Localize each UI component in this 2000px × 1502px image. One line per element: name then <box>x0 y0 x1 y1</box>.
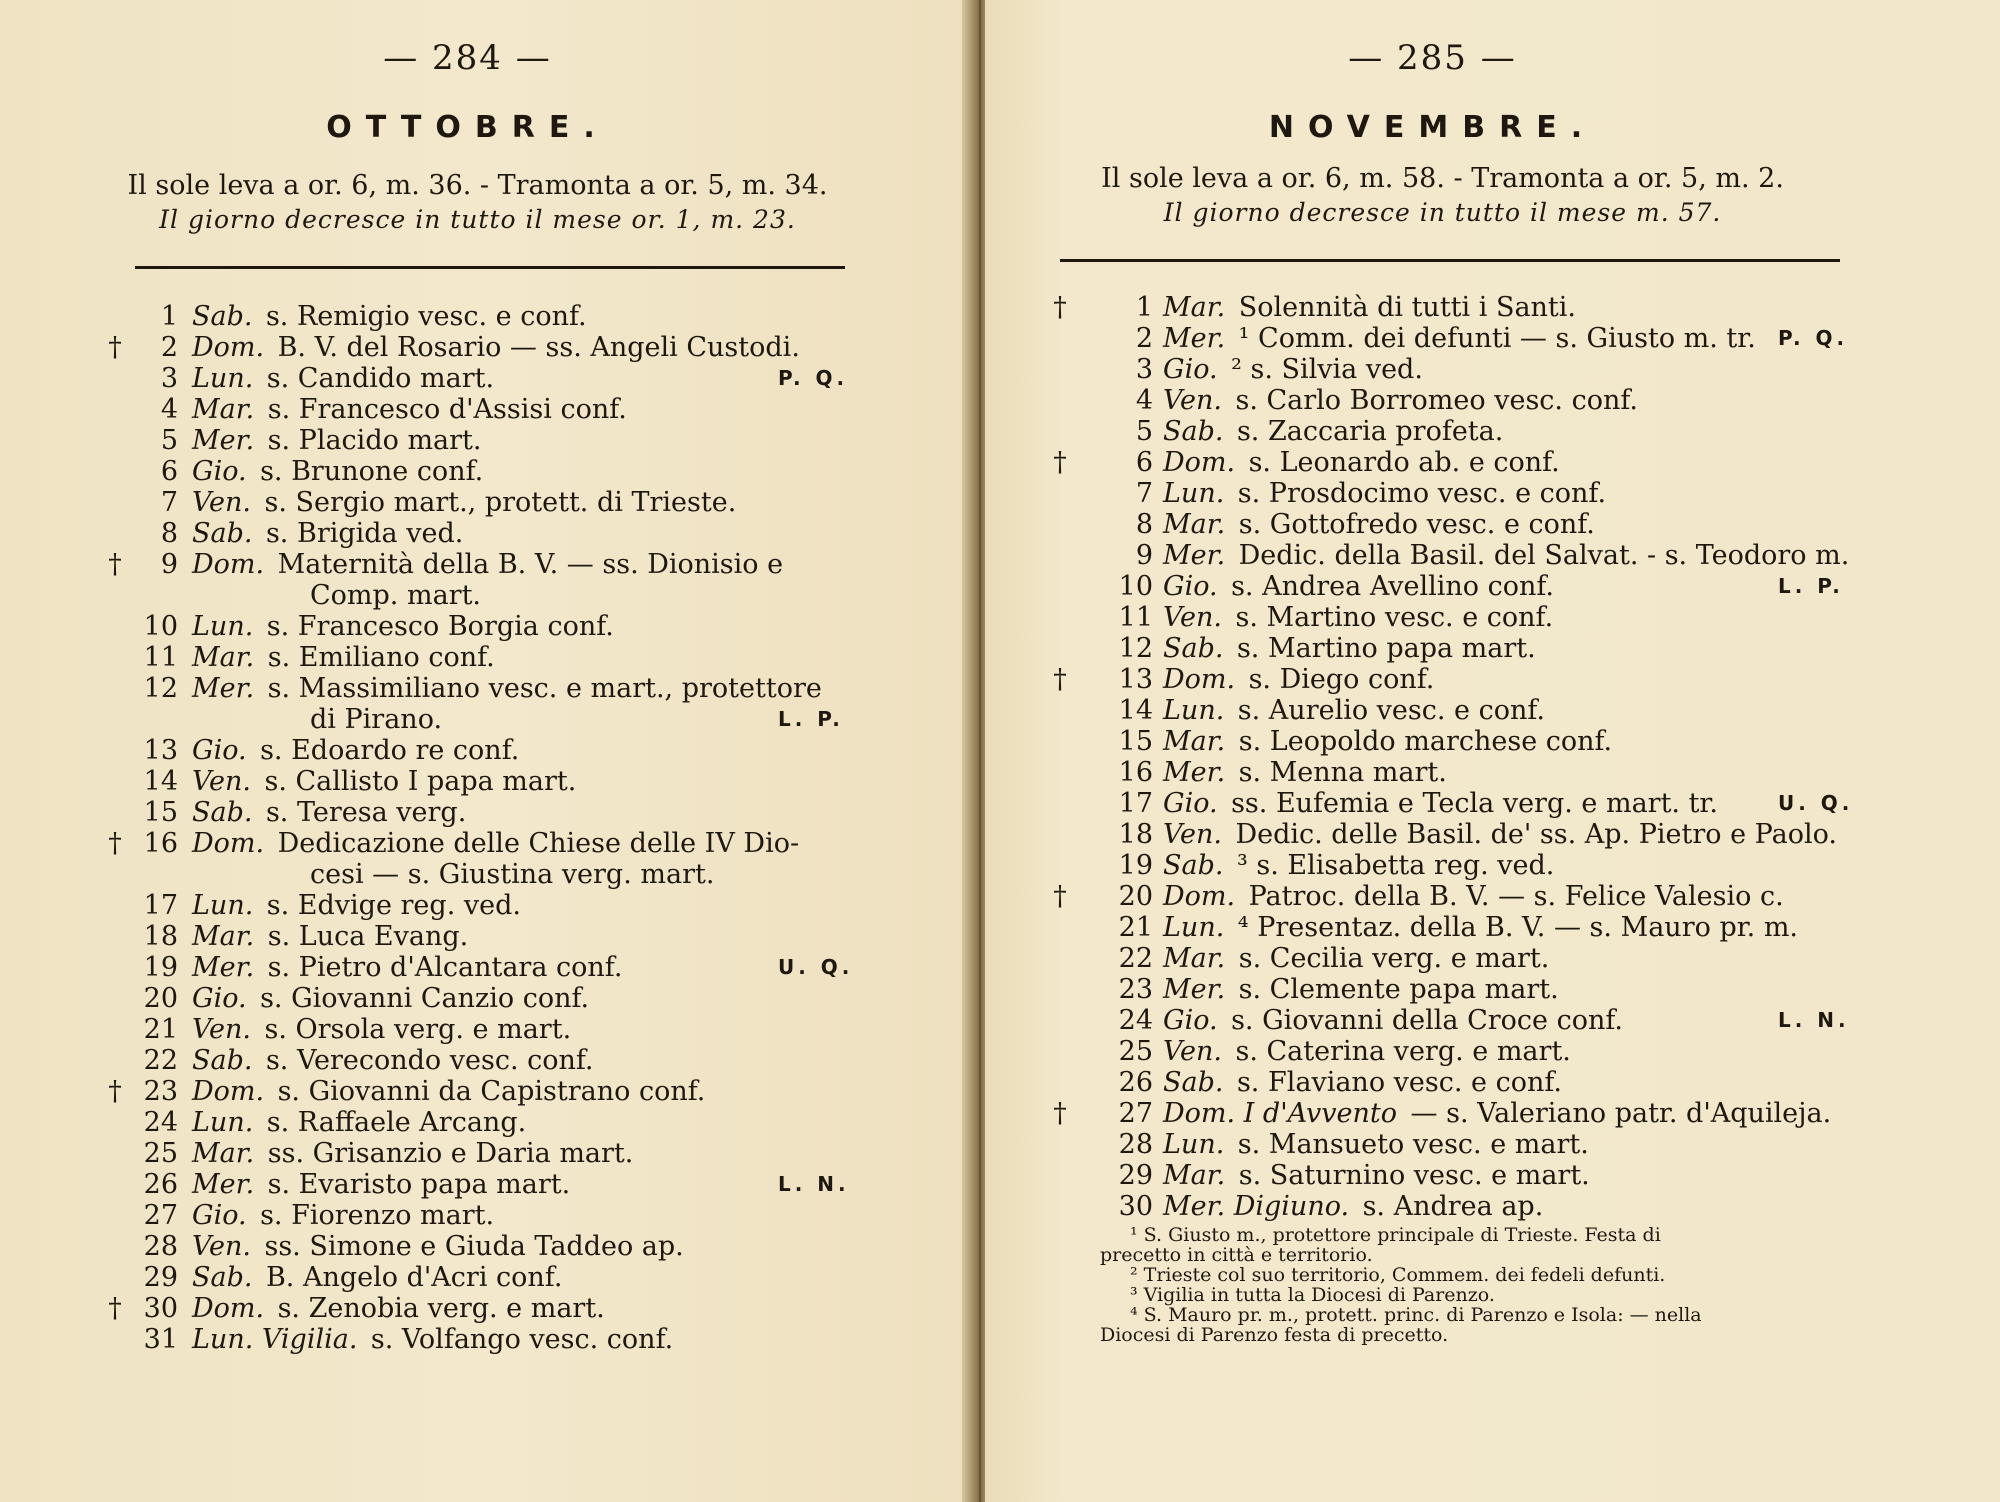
saint-text: s. Placido mart. <box>267 425 482 456</box>
moon-phase: L. N. <box>1778 1008 1850 1032</box>
footnote-line: precetto in città e territorio. <box>1100 1244 1373 1266</box>
feast-cross-icon: † <box>108 332 122 363</box>
weekday-label: Gio. <box>1163 1005 1218 1036</box>
calendar-entry <box>100 983 860 1014</box>
weekday-label: Dom. <box>192 549 265 580</box>
saint-text: s. Verecondo vesc. conf. <box>265 1045 594 1076</box>
saint-text: s. Brigida ved. <box>265 518 464 549</box>
weekday-label: Ven. <box>192 1014 251 1045</box>
calendar-entry <box>100 1200 860 1231</box>
weekday-label: Lun. <box>1163 1129 1225 1160</box>
day-number: 13 <box>143 735 178 766</box>
calendar-entry <box>100 797 860 828</box>
calendar-entry <box>1045 1005 1865 1036</box>
calendar-entry <box>100 394 860 425</box>
day-number: 15 <box>1118 726 1153 757</box>
saint-text: s. Remigio vesc. e conf. <box>265 301 587 332</box>
weekday-label: Mar. <box>192 1138 255 1169</box>
month-title: NOVEMBRE. <box>1268 110 1597 145</box>
day-number: 2 <box>1135 323 1153 354</box>
saint-text: Solennità di tutti i Santi. <box>1238 292 1577 323</box>
calendar-entry <box>1045 943 1865 974</box>
saint-text: Maternità della B. V. — ss. Dionisio e <box>277 549 784 580</box>
saint-text: s. Andrea ap. <box>1362 1191 1544 1222</box>
day-number: 19 <box>143 952 178 983</box>
day-number: 16 <box>1118 757 1153 788</box>
weekday-label: Dom. <box>192 1076 265 1107</box>
weekday-label: Lun. <box>192 611 254 642</box>
day-number: 23 <box>1118 974 1153 1005</box>
calendar-entry <box>1045 974 1865 1005</box>
saint-text: s. Gottofredo vesc. e conf. <box>1238 509 1595 540</box>
feast-cross-icon: † <box>1053 1098 1067 1129</box>
calendar-entry <box>1045 1067 1865 1098</box>
saint-text: s. Francesco d'Assisi conf. <box>267 394 627 425</box>
day-number: 4 <box>1135 385 1153 416</box>
day-number: 9 <box>1135 540 1153 571</box>
saint-text: s. Massimiliano vesc. e mart., protettore <box>267 673 822 704</box>
weekday-label: Mar. <box>1163 943 1226 974</box>
day-number: 28 <box>143 1231 178 1262</box>
saint-text: s. Francesco Borgia conf. <box>266 611 614 642</box>
day-number: 9 <box>160 549 178 580</box>
weekday-label: Sab. <box>192 301 253 332</box>
saint-text: B. Angelo d'Acri conf. <box>265 1262 563 1293</box>
weekday-label: Gio. <box>1163 788 1218 819</box>
calendar-entry <box>100 890 860 921</box>
saint-text: s. Teresa verg. <box>265 797 467 828</box>
calendar-entry <box>100 673 860 704</box>
calendar-entry <box>100 1231 860 1262</box>
calendar-entry <box>1045 881 1865 912</box>
day-number: 28 <box>1118 1129 1153 1160</box>
calendar-entry <box>1045 354 1865 385</box>
right-page <box>985 0 2000 1502</box>
day-number: 26 <box>1118 1067 1153 1098</box>
weekday-label: Mar. <box>1163 509 1226 540</box>
day-number: 22 <box>143 1045 178 1076</box>
weekday-label: Sab. <box>1163 416 1224 447</box>
weekday-label: Mer. <box>1163 323 1226 354</box>
calendar-entry <box>1045 726 1865 757</box>
day-number: 14 <box>143 766 178 797</box>
saint-text: Dedic. delle Basil. de' ss. Ap. Pietro e Paolo. <box>1235 819 1837 850</box>
calendar-entry <box>1045 385 1865 416</box>
saint-text: s. Martino vesc. e conf. <box>1235 602 1554 633</box>
calendar-entry <box>1045 1036 1865 1067</box>
calendar-entry <box>1045 447 1865 478</box>
feast-cross-icon: † <box>1053 881 1067 912</box>
calendar-entry <box>100 1262 860 1293</box>
weekday-label: Mar. <box>1163 726 1226 757</box>
saint-text: s. Volfango vesc. conf. <box>370 1324 674 1355</box>
weekday-label: Ven. <box>1163 602 1222 633</box>
entry-continuation <box>100 580 860 611</box>
saint-text: s. Edvige reg. ved. <box>266 890 521 921</box>
moon-phase: L. P. <box>778 707 844 731</box>
day-number: 13 <box>1118 664 1153 695</box>
day-number: 14 <box>1118 695 1153 726</box>
calendar-entry <box>100 611 860 642</box>
weekday-label: Dom. <box>192 332 265 363</box>
calendar-entry <box>100 549 860 580</box>
day-number: 30 <box>1118 1191 1153 1222</box>
footnote-line: Diocesi di Parenzo festa di precetto. <box>1100 1324 1449 1346</box>
calendar-entry <box>1045 416 1865 447</box>
calendar-entry <box>1045 633 1865 664</box>
weekday-label: Gio. <box>1163 354 1218 385</box>
saint-text: s. Candido mart. <box>266 363 495 394</box>
moon-phase: P. Q. <box>778 366 849 390</box>
weekday-label: Mer. <box>192 952 255 983</box>
saint-text: s. Orsola verg. e mart. <box>264 1014 572 1045</box>
weekday-label: Sab. <box>192 1045 253 1076</box>
day-number: 3 <box>1135 354 1153 385</box>
saint-text: s. Sergio mart., protett. di Trieste. <box>264 487 737 518</box>
day-number: 18 <box>143 921 178 952</box>
saint-text: Dedic. della Basil. del Salvat. - s. Teodoro m. <box>1238 540 1850 571</box>
saint-text: s. Raffaele Arcang. <box>266 1107 527 1138</box>
saint-text: s. Luca Evang. <box>267 921 469 952</box>
weekday-label: Ven. <box>1163 385 1222 416</box>
day-number: 11 <box>1118 602 1153 633</box>
day-number: 8 <box>1135 509 1153 540</box>
calendar-entry <box>100 1045 860 1076</box>
weekday-label: Gio. <box>1163 571 1218 602</box>
day-number: 24 <box>1118 1005 1153 1036</box>
weekday-label: Ven. <box>192 487 251 518</box>
day-number: 1 <box>160 301 178 332</box>
day-number: 25 <box>1118 1036 1153 1067</box>
moon-phase: L. P. <box>1778 574 1844 598</box>
moon-phase: P. Q. <box>1778 326 1849 350</box>
weekday-label: Lun. <box>192 890 254 921</box>
calendar-entry <box>1045 664 1865 695</box>
weekday-label: Mar. <box>1163 292 1226 323</box>
day-number: 11 <box>143 642 178 673</box>
saint-text: ss. Simone e Giuda Taddeo ap. <box>264 1231 684 1262</box>
weekday-label: Dom. <box>192 1293 265 1324</box>
weekday-label: Sab. <box>1163 1067 1224 1098</box>
weekday-label: Mer. <box>192 673 255 704</box>
day-number: 2 <box>160 332 178 363</box>
calendar-entry <box>100 1107 860 1138</box>
day-number: 21 <box>1118 912 1153 943</box>
saint-text: s. Carlo Borromeo vesc. conf. <box>1235 385 1638 416</box>
saint-text: B. V. del Rosario — ss. Angeli Custodi. <box>277 332 800 363</box>
calendar-entry <box>100 1014 860 1045</box>
saint-text: s. Saturnino vesc. e mart. <box>1238 1160 1590 1191</box>
saint-text: s. Zaccaria profeta. <box>1236 416 1504 447</box>
feast-cross-icon: † <box>1053 664 1067 695</box>
calendar-entry <box>100 1293 860 1324</box>
calendar-entry <box>100 487 860 518</box>
calendar-entry <box>1045 850 1865 881</box>
saint-text: s. Andrea Avellino conf. <box>1231 571 1554 602</box>
weekday-label: Lun. <box>1163 695 1225 726</box>
footnotes <box>1100 1225 1880 1345</box>
day-number: 30 <box>143 1293 178 1324</box>
weekday-label: Mar. <box>192 394 255 425</box>
calendar-entry <box>100 301 860 332</box>
day-number: 3 <box>160 363 178 394</box>
day-number: 27 <box>1118 1098 1153 1129</box>
feast-cross-icon: † <box>108 828 122 859</box>
day-number: 6 <box>1135 447 1153 478</box>
saint-text: s. Zenobia verg. e mart. <box>277 1293 605 1324</box>
weekday-label: Mer. <box>1163 540 1226 571</box>
saint-text: s. Brunone conf. <box>260 456 484 487</box>
weekday-label: Dom. <box>1163 664 1236 695</box>
calendar-entry <box>1045 819 1865 850</box>
calendar-entry <box>1045 602 1865 633</box>
left-page <box>0 0 975 1502</box>
weekday-label: Dom. <box>1163 881 1236 912</box>
weekday-label: Lun. <box>1163 478 1225 509</box>
weekday-label: Mar. <box>192 921 255 952</box>
saint-text: ³ s. Elisabetta reg. ved. <box>1236 850 1555 881</box>
weekday-label: Ven. <box>1163 1036 1222 1067</box>
day-number: 8 <box>160 518 178 549</box>
day-number: 4 <box>160 394 178 425</box>
saint-text: s. Mansueto vesc. e mart. <box>1237 1129 1589 1160</box>
day-number: 6 <box>160 456 178 487</box>
day-number: 19 <box>1118 850 1153 881</box>
day-number: 10 <box>143 611 178 642</box>
calendar-entry <box>100 1324 860 1355</box>
footnote-line: ⁴ S. Mauro pr. m., protett. princ. di Parenzo e Isola: — nella <box>1130 1304 1702 1326</box>
calendar-entries <box>100 301 860 1355</box>
feast-cross-icon: † <box>108 1076 122 1107</box>
calendar-entry <box>1045 1098 1865 1129</box>
entry-continuation <box>100 859 860 890</box>
weekday-label: Mer. <box>192 425 255 456</box>
moon-phase: U. Q. <box>1778 791 1854 815</box>
day-number: 29 <box>143 1262 178 1293</box>
footnote-line: ² Trieste col suo territorio, Commem. dei fedeli defunti. <box>1130 1264 1666 1286</box>
day-number: 24 <box>143 1107 178 1138</box>
saint-text: — s. Valeriano patr. d'Aquileja. <box>1410 1098 1832 1129</box>
weekday-label: Mar. <box>192 642 255 673</box>
saint-text: s. Flaviano vesc. e conf. <box>1236 1067 1562 1098</box>
calendar-entry <box>100 766 860 797</box>
footnote-line: ¹ S. Giusto m., protettore principale di Trieste. Festa di <box>1130 1224 1661 1246</box>
day-number: 27 <box>143 1200 178 1231</box>
saint-text: ⁴ Presentaz. della B. V. — s. Mauro pr. m. <box>1237 912 1799 943</box>
weekday-label: Mer. <box>1163 757 1226 788</box>
calendar-entry <box>100 1076 860 1107</box>
saint-text: s. Clemente papa mart. <box>1238 974 1559 1005</box>
weekday-label: Mer. <box>1163 974 1226 1005</box>
saint-text: Patroc. della B. V. — s. Felice Valesio c. <box>1248 881 1784 912</box>
weekday-label: Ven. <box>1163 819 1222 850</box>
saint-text: s. Caterina verg. e mart. <box>1235 1036 1571 1067</box>
saint-text: s. Evaristo papa mart. <box>267 1169 571 1200</box>
weekday-label: Mar. <box>1163 1160 1226 1191</box>
saint-text: s. Leonardo ab. e conf. <box>1248 447 1560 478</box>
saint-text: s. Cecilia verg. e mart. <box>1238 943 1550 974</box>
calendar-entry <box>100 828 860 859</box>
calendar-entry <box>100 1138 860 1169</box>
page-number: — 284 — <box>383 38 552 78</box>
weekday-label: Lun. <box>192 363 254 394</box>
saint-text: ss. Grisanzio e Daria mart. <box>267 1138 634 1169</box>
weekday-label: Ven. <box>192 1231 251 1262</box>
weekday-label: Gio. <box>192 983 247 1014</box>
day-number: 5 <box>160 425 178 456</box>
weekday-label: Dom. <box>192 828 265 859</box>
divider-rule <box>135 266 845 269</box>
calendar-entry <box>1045 757 1865 788</box>
weekday-label: Ven. <box>192 766 251 797</box>
calendar-entry <box>1045 695 1865 726</box>
day-number: 7 <box>1135 478 1153 509</box>
month-title: OTTOBRE. <box>326 110 609 145</box>
footnote-line: ³ Vigilia in tutta la Diocesi di Parenzo. <box>1130 1284 1495 1306</box>
calendar-entries <box>1045 292 1865 1222</box>
day-number: 12 <box>1118 633 1153 664</box>
day-number: 15 <box>143 797 178 828</box>
saint-text: di Pirano. <box>310 704 443 735</box>
day-number: 1 <box>1135 292 1153 323</box>
saint-text: ss. Eufemia e Tecla verg. e mart. tr. <box>1231 788 1718 819</box>
saint-text: s. Edoardo re conf. <box>260 735 520 766</box>
day-number: 12 <box>143 673 178 704</box>
calendar-entry <box>100 332 860 363</box>
page-number: — 285 — <box>1348 38 1517 78</box>
feast-cross-icon: † <box>1053 292 1067 323</box>
weekday-label: Lun. Vigilia. <box>192 1324 358 1355</box>
weekday-label: Gio. <box>192 735 247 766</box>
weekday-label: Sab. <box>192 518 253 549</box>
calendar-entry <box>1045 571 1865 602</box>
calendar-entry <box>1045 788 1865 819</box>
day-number: 21 <box>143 1014 178 1045</box>
weekday-label: Mer. <box>192 1169 255 1200</box>
calendar-entry <box>1045 1160 1865 1191</box>
calendar-entry <box>1045 1129 1865 1160</box>
weekday-label: Dom. I d'Avvento <box>1163 1098 1398 1129</box>
day-number: 5 <box>1135 416 1153 447</box>
calendar-entry <box>1045 912 1865 943</box>
day-number: 7 <box>160 487 178 518</box>
day-number: 17 <box>143 890 178 921</box>
divider-rule <box>1060 259 1840 262</box>
saint-text: s. Diego conf. <box>1248 664 1435 695</box>
saint-text: s. Fiorenzo mart. <box>260 1200 495 1231</box>
calendar-entry <box>1045 1191 1865 1222</box>
saint-text: s. Emiliano conf. <box>267 642 495 673</box>
feast-cross-icon: † <box>1053 447 1067 478</box>
saint-text: s. Prosdocimo vesc. e conf. <box>1237 478 1607 509</box>
weekday-label: Lun. <box>1163 912 1225 943</box>
saint-text: Comp. mart. <box>310 580 482 611</box>
calendar-entry <box>100 642 860 673</box>
calendar-entry <box>1045 540 1865 571</box>
calendar-entry <box>1045 292 1865 323</box>
saint-text: s. Giovanni da Capistrano conf. <box>277 1076 706 1107</box>
weekday-label: Gio. <box>192 1200 247 1231</box>
saint-text: Dedicazione delle Chiese delle IV Dio- <box>277 828 800 859</box>
weekday-label: Lun. <box>192 1107 254 1138</box>
moon-phase: U. Q. <box>778 955 854 979</box>
saint-text: s. Giovanni Canzio conf. <box>260 983 590 1014</box>
calendar-entry <box>1045 323 1865 354</box>
day-number: 17 <box>1118 788 1153 819</box>
weekday-label: Sab. <box>192 1262 253 1293</box>
day-number: 29 <box>1118 1160 1153 1191</box>
weekday-label: Dom. <box>1163 447 1236 478</box>
saint-text: ¹ Comm. dei defunti — s. Giusto m. tr. <box>1238 323 1756 354</box>
calendar-entry <box>100 456 860 487</box>
day-number: 20 <box>143 983 178 1014</box>
saint-text: s. Aurelio vesc. e conf. <box>1237 695 1545 726</box>
sun-times: Il sole leva a or. 6, m. 36. - Tramonta a or. 5, m. 34. <box>127 170 828 201</box>
saint-text: s. Martino papa mart. <box>1236 633 1536 664</box>
saint-text: ² s. Silvia ved. <box>1231 354 1423 385</box>
moon-phase: L. N. <box>778 1172 850 1196</box>
saint-text: s. Giovanni della Croce conf. <box>1231 1005 1623 1036</box>
calendar-entry <box>100 518 860 549</box>
saint-text: cesi — s. Giustina verg. mart. <box>310 859 715 890</box>
calendar-entry <box>100 735 860 766</box>
day-number: 22 <box>1118 943 1153 974</box>
calendar-entry <box>1045 478 1865 509</box>
weekday-label: Sab. <box>1163 633 1224 664</box>
calendar-entry <box>100 921 860 952</box>
day-length-note: Il giorno decresce in tutto il mese m. 57. <box>1163 198 1722 227</box>
calendar-entry <box>100 363 860 394</box>
day-number: 10 <box>1118 571 1153 602</box>
feast-cross-icon: † <box>108 1293 122 1324</box>
weekday-label: Mer. Digiuno. <box>1163 1191 1350 1222</box>
day-number: 25 <box>143 1138 178 1169</box>
day-number: 16 <box>143 828 178 859</box>
calendar-entry <box>100 1169 860 1200</box>
day-number: 26 <box>143 1169 178 1200</box>
calendar-entry <box>1045 509 1865 540</box>
saint-text: s. Menna mart. <box>1238 757 1447 788</box>
sun-times: Il sole leva a or. 6, m. 58. - Tramonta a or. 5, m. 2. <box>1101 163 1784 194</box>
weekday-label: Sab. <box>1163 850 1224 881</box>
day-number: 31 <box>143 1324 178 1355</box>
day-length-note: Il giorno decresce in tutto il mese or. 1, m. 23. <box>159 205 796 234</box>
calendar-entry <box>100 952 860 983</box>
saint-text: s. Callisto I papa mart. <box>264 766 577 797</box>
day-number: 20 <box>1118 881 1153 912</box>
saint-text: s. Leopoldo marchese conf. <box>1238 726 1613 757</box>
feast-cross-icon: † <box>108 549 122 580</box>
weekday-label: Gio. <box>192 456 247 487</box>
entry-continuation <box>100 704 860 735</box>
day-number: 18 <box>1118 819 1153 850</box>
weekday-label: Sab. <box>192 797 253 828</box>
day-number: 23 <box>143 1076 178 1107</box>
saint-text: s. Pietro d'Alcantara conf. <box>267 952 623 983</box>
calendar-entry <box>100 425 860 456</box>
